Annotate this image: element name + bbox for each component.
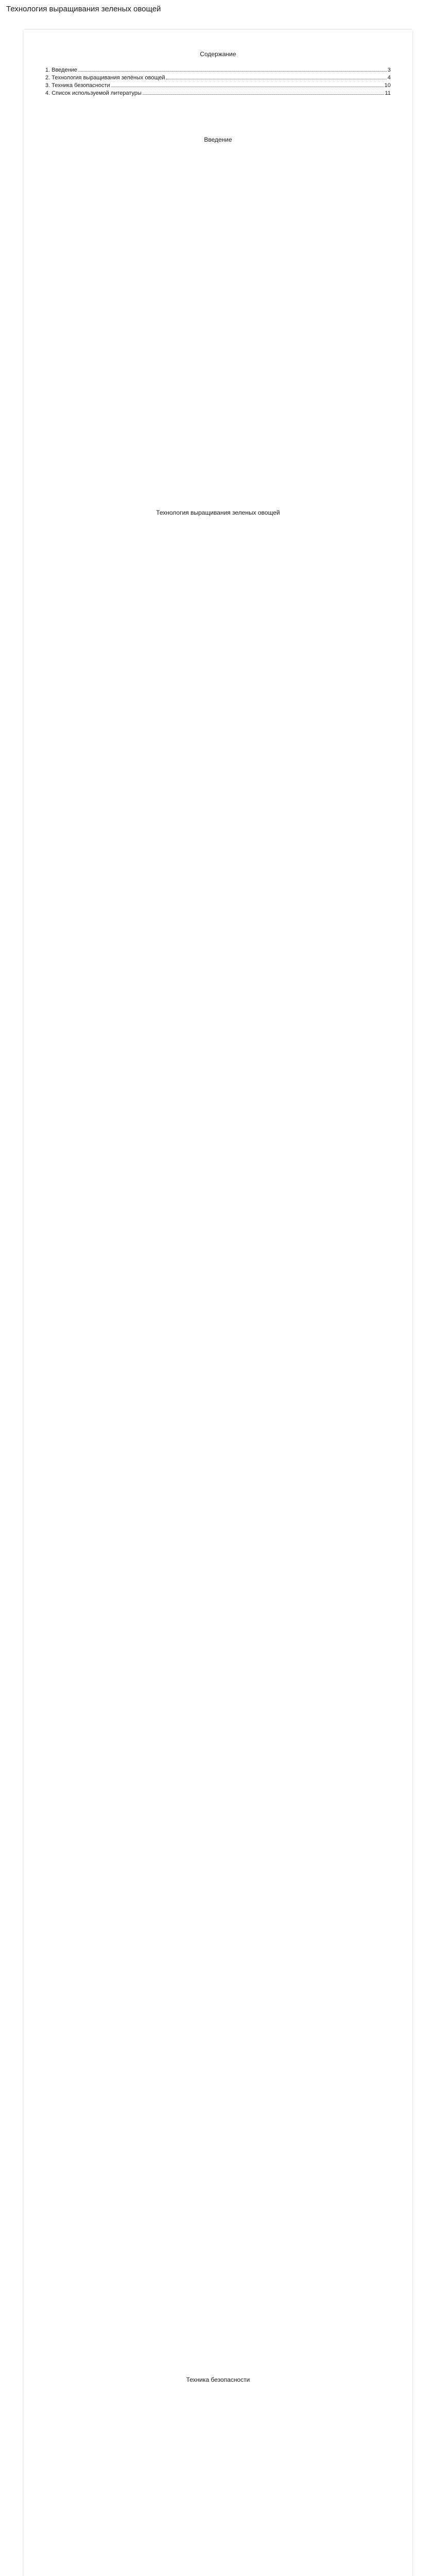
toc-item [45, 74, 391, 82]
document-title: Технология выращивания зеленых овощей [6, 5, 161, 13]
toc-item-label: 3. Техника безопасности [45, 82, 110, 89]
toc-item-page: 10 [384, 82, 391, 89]
toc-item-page: 11 [385, 90, 391, 96]
toc-item-page: 3 [387, 67, 391, 74]
section-introduction [45, 136, 391, 497]
toc-item [45, 90, 391, 97]
toc-item [45, 66, 391, 74]
toc-leader-dots [143, 94, 384, 95]
table-of-contents [45, 66, 391, 97]
section-heading: Введение [204, 136, 232, 144]
section-safety [45, 2376, 391, 2576]
toc-item-label: 4. Список используемой литературы [45, 90, 142, 96]
toc-leader-dots [78, 71, 387, 72]
section-heading: Техника безопасности [186, 2376, 250, 2384]
section-technology [45, 509, 391, 2364]
toc-item-label: 1. Введение [45, 67, 78, 74]
section-heading: Технология выращивания зеленых овощей [156, 509, 280, 517]
toc-item-page: 4 [387, 74, 391, 81]
toc-item [45, 82, 391, 90]
contents-heading: Содержание [200, 50, 236, 58]
document-page [24, 30, 412, 2576]
toc-item-label: 2. Технология выращивания зелёных овощей [45, 74, 165, 81]
